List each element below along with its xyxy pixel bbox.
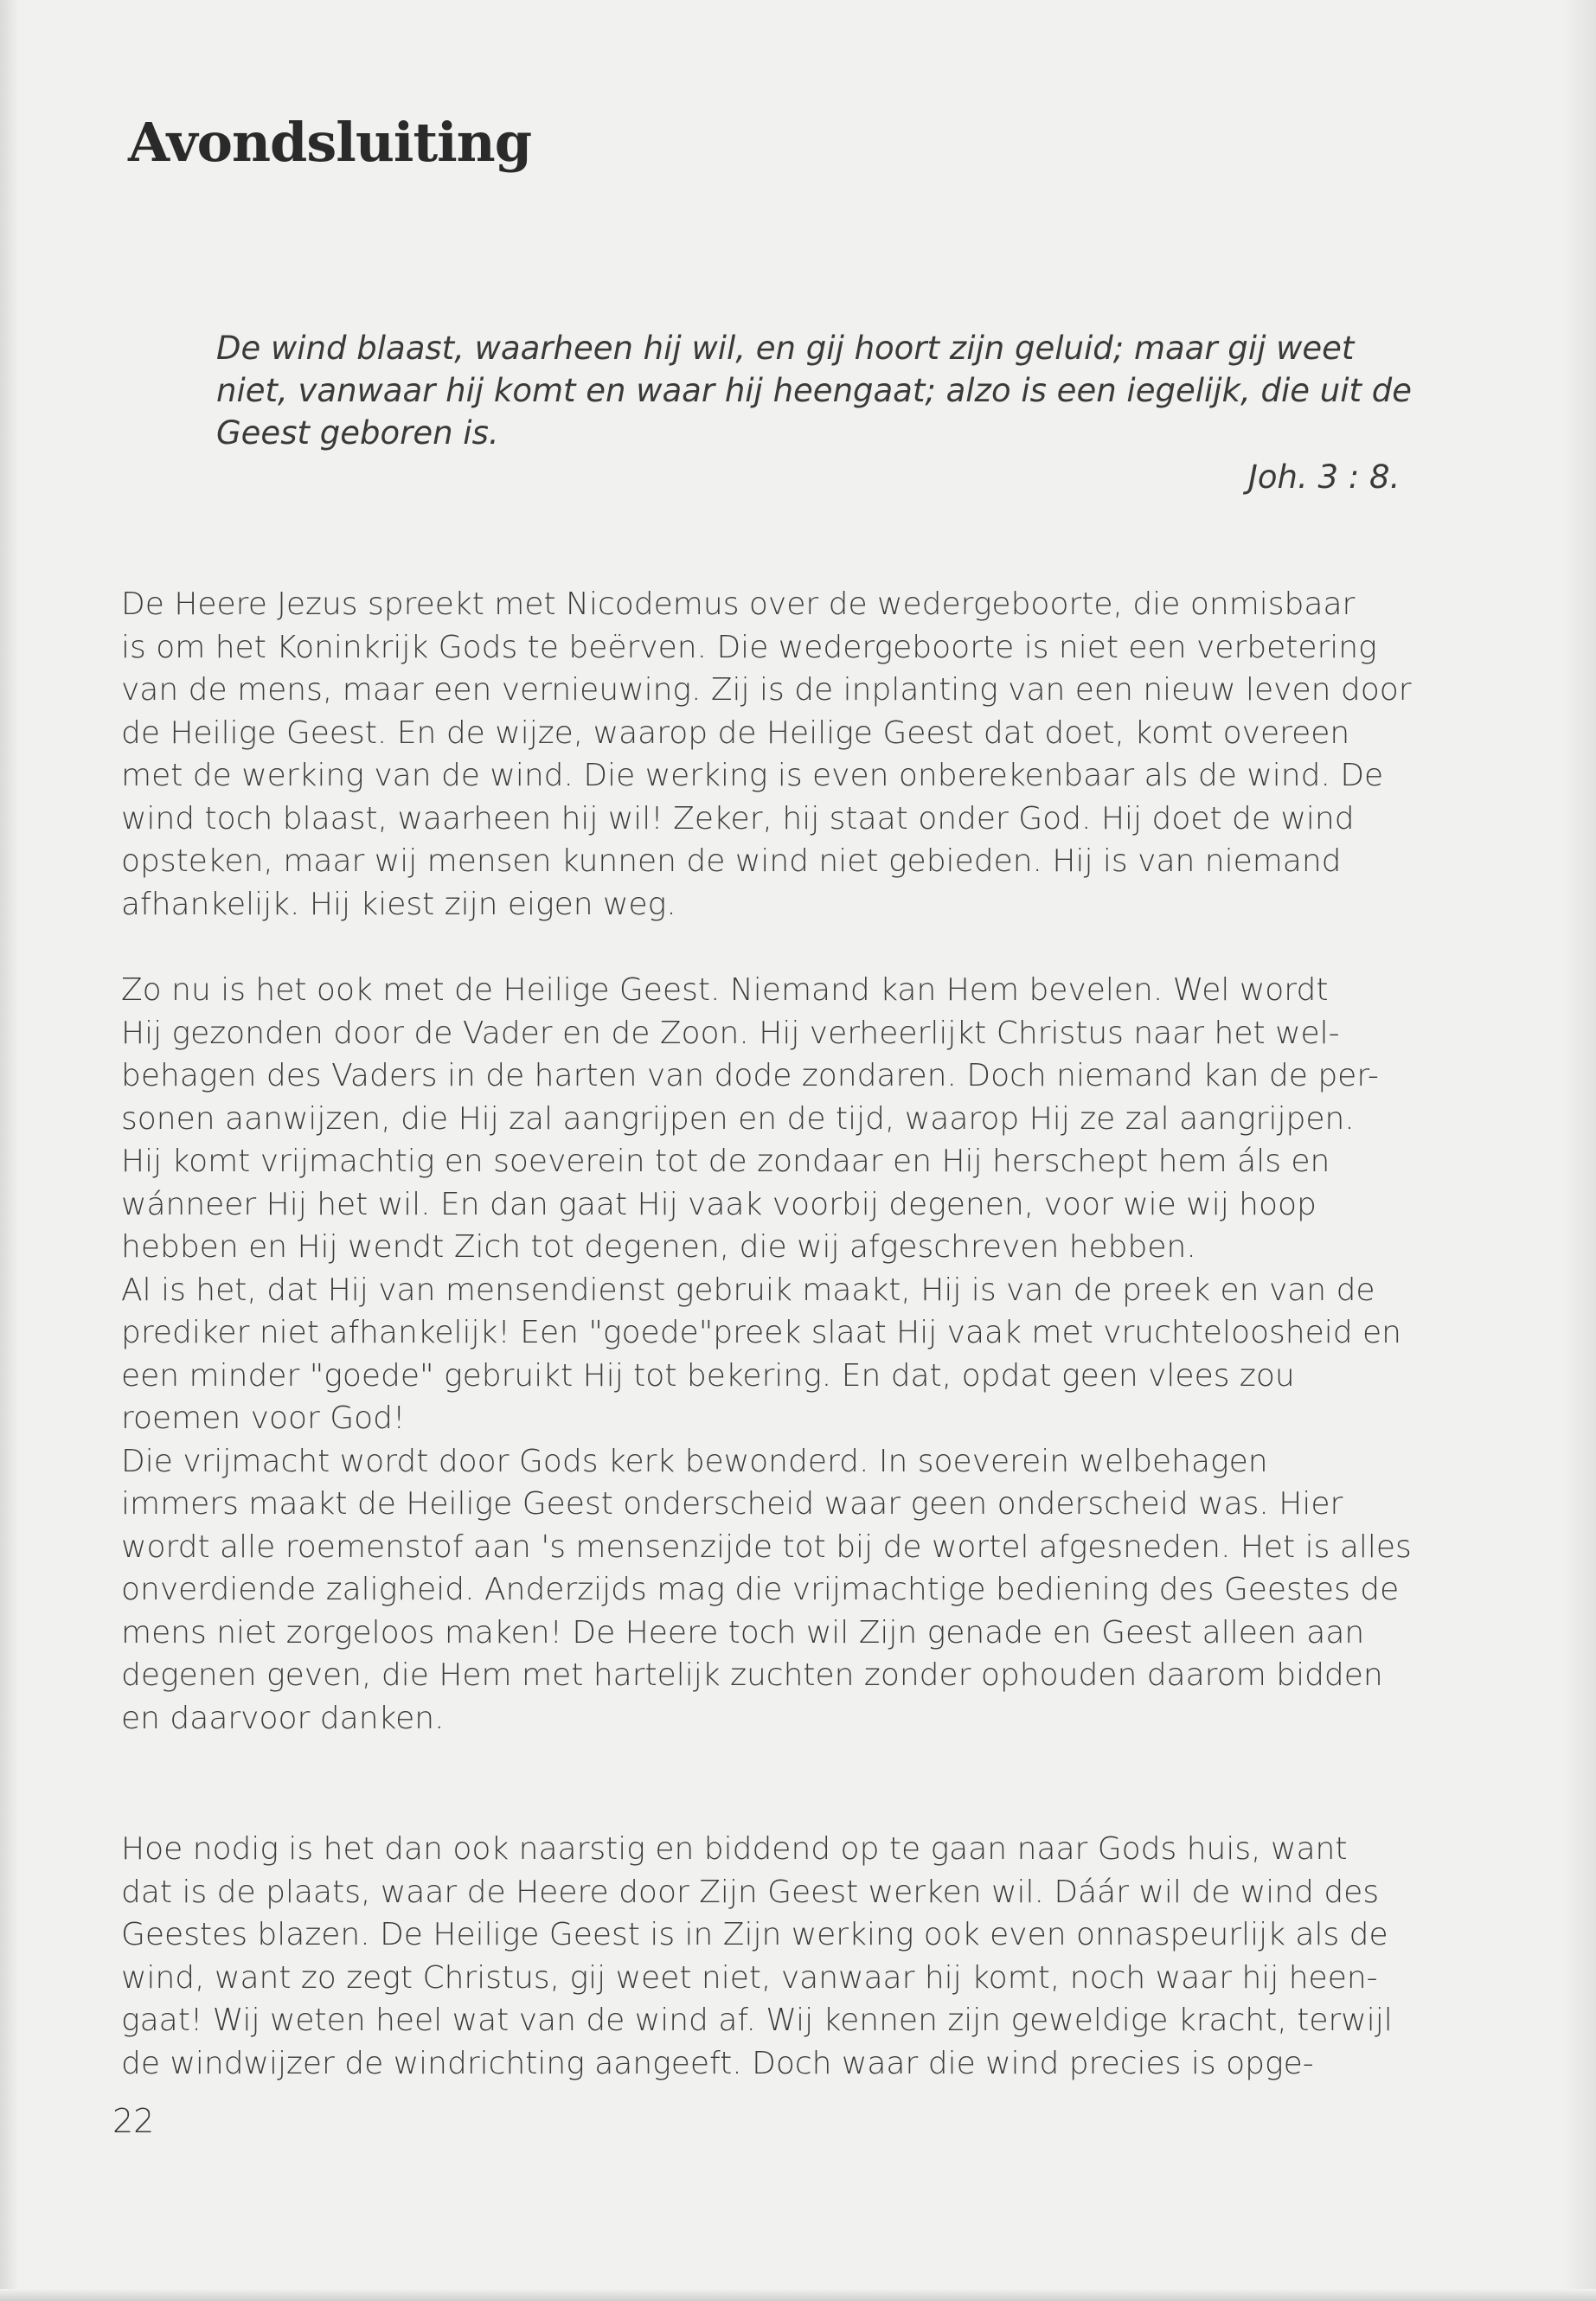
text-line: mens niet zorgeloos maken! De Heere toch wil Zijn genade en Geest alleen aan — [121, 1614, 1365, 1650]
text-line: Hij gezonden door de Vader en de Zoon. Hij verheerlijkt Christus naar het wel- — [121, 1015, 1340, 1051]
text-line: wánneer Hij het wil. En dan gaat Hij vaak voorbij degenen, voor wie wij hoop — [121, 1186, 1317, 1222]
text-line: dat is de plaats, waar de Heere door Zijn Geest werken wil. Dáár wil de wind des — [121, 1874, 1380, 1910]
text-line: degenen geven, die Hem met hartelijk zuchten zonder ophouden daarom bidden — [121, 1657, 1383, 1693]
text-line: Hoe nodig is het dan ook naarstig en biddend op te gaan naar Gods huis, want — [121, 1831, 1348, 1867]
text-line: en daarvoor danken. — [121, 1700, 445, 1736]
text-line: onverdiende zaligheid. Anderzijds mag die vrijmachtige bediening des Geestes de — [121, 1572, 1400, 1607]
text-line: De Heere Jezus spreekt met Nicodemus over de wedergeboorte, die onmisbaar — [121, 586, 1356, 622]
scripture-line: De wind blaast, waarheen hij wil, en gij hoort zijn geluid; maar gij weet — [216, 330, 1355, 367]
text-line: is om het Koninkrijk Gods te beërven. Die wedergeboorte is niet een verbetering — [121, 629, 1377, 665]
text-line: de Heilige Geest. En de wijze, waarop de Heilige Geest dat doet, komt overeen — [121, 715, 1350, 751]
text-line: Hij komt vrijmachtig en soeverein tot de zondaar en Hij herschept hem áls en — [121, 1144, 1330, 1179]
text-line: van de mens, maar een vernieuwing. Zij is de inplanting van een nieuw leven door — [121, 672, 1412, 708]
text-line: Al is het, dat Hij van mensendienst gebruik maakt, Hij is van de preek en van de — [121, 1272, 1375, 1308]
text-line: opsteken, maar wij mensen kunnen de wind niet gebieden. Hij is van niemand — [121, 843, 1342, 879]
text-line: wind, want zo zegt Christus, gij weet niet, vanwaar hij komt, noch waar hij heen- — [121, 1959, 1378, 1996]
text-line: een minder "goede" gebruikt Hij tot bekering. En dat, opdat geen vlees zou — [121, 1357, 1295, 1394]
text-line: roemen voor God! — [121, 1400, 406, 1436]
text-line: behagen des Vaders in de harten van dode zondaren. Doch niemand kan de per- — [121, 1058, 1379, 1093]
text-line: Geestes blazen. De Heilige Geest is in Zijn werking ook even onnaspeurlijk als de — [121, 1917, 1388, 1952]
page-right-shadow — [1561, 0, 1596, 2301]
text-line: met de werking van de wind. Die werking is even onberekenbaar als de wind. De — [121, 758, 1384, 793]
page-left-shadow — [0, 0, 19, 2301]
paragraph-1 — [121, 583, 1471, 926]
text-line: wind toch blaast, waarheen hij wil! Zeker, hij staat onder God. Hij doet de wind — [121, 800, 1355, 836]
scripture-reference: Joh. 3 : 8. — [1248, 458, 1401, 496]
text-line: wordt alle roemenstof aan 's mensenzijde tot bij de wortel afgesneden. Het is alles — [121, 1529, 1412, 1565]
text-line: afhankelijk. Hij kiest zijn eigen weg. — [121, 886, 676, 922]
page-title: Avondsluiting — [128, 111, 532, 174]
page-number: 22 — [112, 2102, 155, 2140]
paragraph-2 — [121, 969, 1471, 1740]
text-line: immers maakt de Heilige Geest onderscheid waar geen onderscheid was. Hier — [121, 1486, 1343, 1522]
text-line: de windwijzer de windrichting aangeeft. Doch waar die wind precies is opge- — [121, 2045, 1314, 2081]
text-line: prediker niet afhankelijk! Een "goede"preek slaat Hij vaak met vruchteloosheid en — [121, 1315, 1401, 1350]
scripture-line: niet, vanwaar hij komt en waar hij heengaat; alzo is een iegelijk, die uit de — [216, 372, 1413, 409]
paragraph-3 — [121, 1828, 1471, 2085]
text-line: hebben en Hij wendt Zich tot degenen, die wij afgeschreven hebben. — [121, 1229, 1196, 1265]
text-line: sonen aanwijzen, die Hij zal aangrijpen en de tijd, waarop Hij ze zal aangrijpen. — [121, 1100, 1355, 1137]
text-line: Zo nu is het ook met de Heilige Geest. Niemand kan Hem bevelen. Wel wordt — [121, 972, 1329, 1008]
text-line: Die vrijmacht wordt door Gods kerk bewonderd. In soeverein welbehagen — [121, 1443, 1268, 1479]
scripture-line: Geest geboren is. — [216, 414, 499, 452]
scripture-quote — [216, 327, 1445, 496]
text-line: gaat! Wij weten heel wat van de wind af. Wij kennen zijn geweldige kracht, terwijl — [121, 2003, 1393, 2038]
page-bottom-edge — [0, 2289, 1596, 2301]
